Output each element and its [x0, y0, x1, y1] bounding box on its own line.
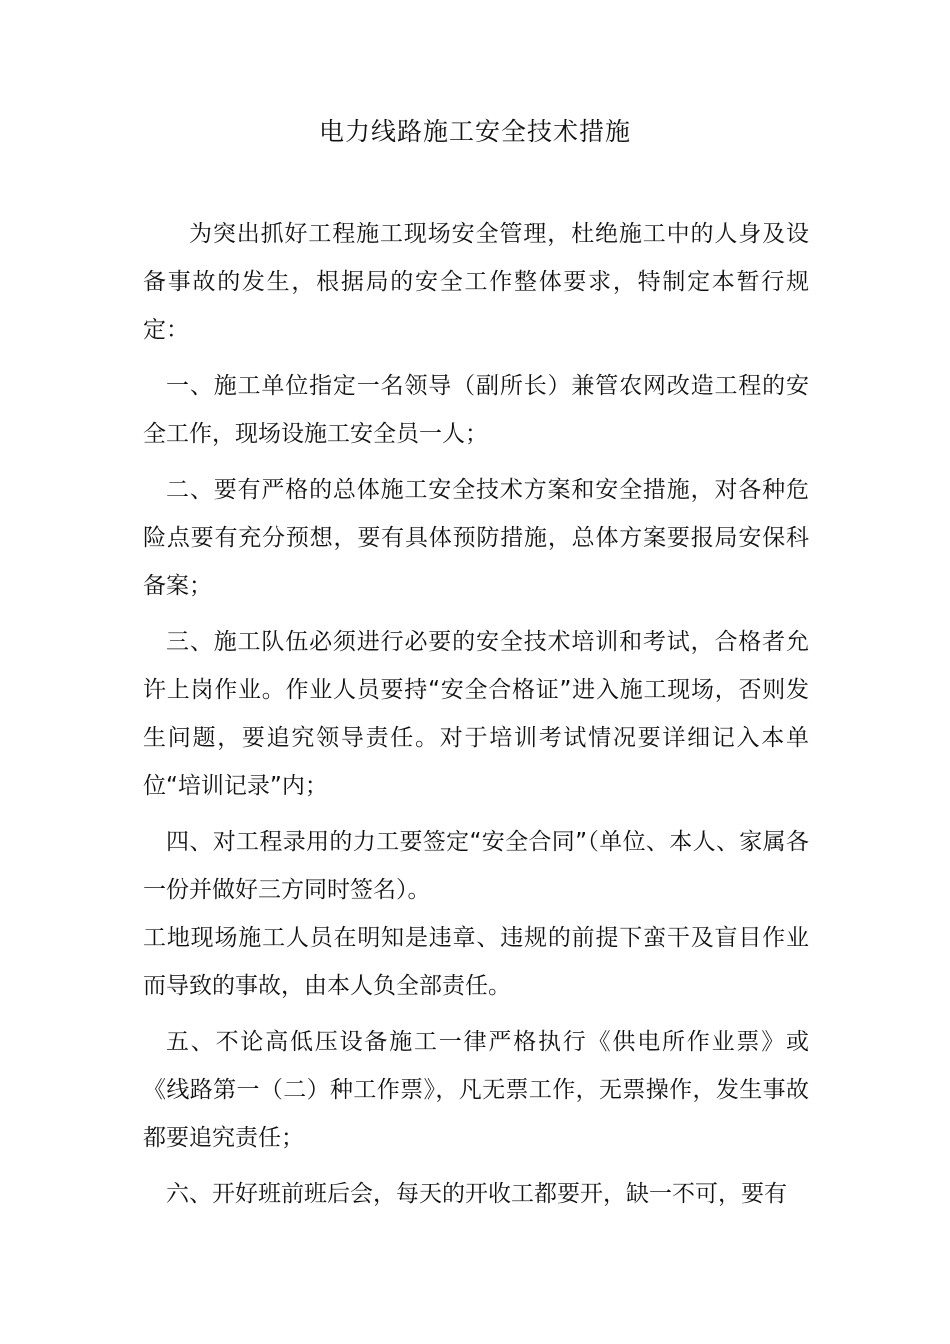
clause-2: 二、要有严格的总体施工安全技术方案和安全措施，对各种危险点要有充分预想，要有具体预防措施，总体方案要报局安保科备案； — [143, 477, 809, 599]
clause-4-continuation: 工地现场施工人员在明知是违章、违规的前提下蛮干及盲目作业而导致的事故，由本人负全部责任。 — [143, 925, 809, 999]
clause-6: 六、开好班前班后会，每天的开收工都要开，缺一不可，要有 — [166, 1181, 787, 1207]
clause-4: 四、对工程录用的力工要签定“安全合同”（单位、本人、家属各一份并做好三方同时签名）。 — [143, 829, 809, 903]
clause-5: 五、不论高低压设备施工一律严格执行《供电所作业票》或《线路第一（二）种工作票》，凡无票工作，无票操作，发生事故都要追究责任； — [143, 1029, 809, 1151]
document-body — [143, 210, 809, 1218]
clause-3: 三、施工队伍必须进行必要的安全技术培训和考试，合格者允许上岗作业。作业人员要持“安全合格证”进入施工现场，否则发生问题，要追究领导责任。对于培训考试情况要详细记入本单位“培训记录”内； — [143, 629, 809, 799]
clause-1: 一、施工单位指定一名领导（副所长）兼管农网改造工程的安全工作，现场设施工安全员一人； — [143, 373, 809, 447]
document-title: 电力线路施工安全技术措施 — [318, 117, 631, 146]
intro-paragraph: 为突出抓好工程施工现场安全管理，杜绝施工中的人身及设备事故的发生，根据局的安全工作整体要求，特制定本暂行规定： — [143, 221, 809, 343]
